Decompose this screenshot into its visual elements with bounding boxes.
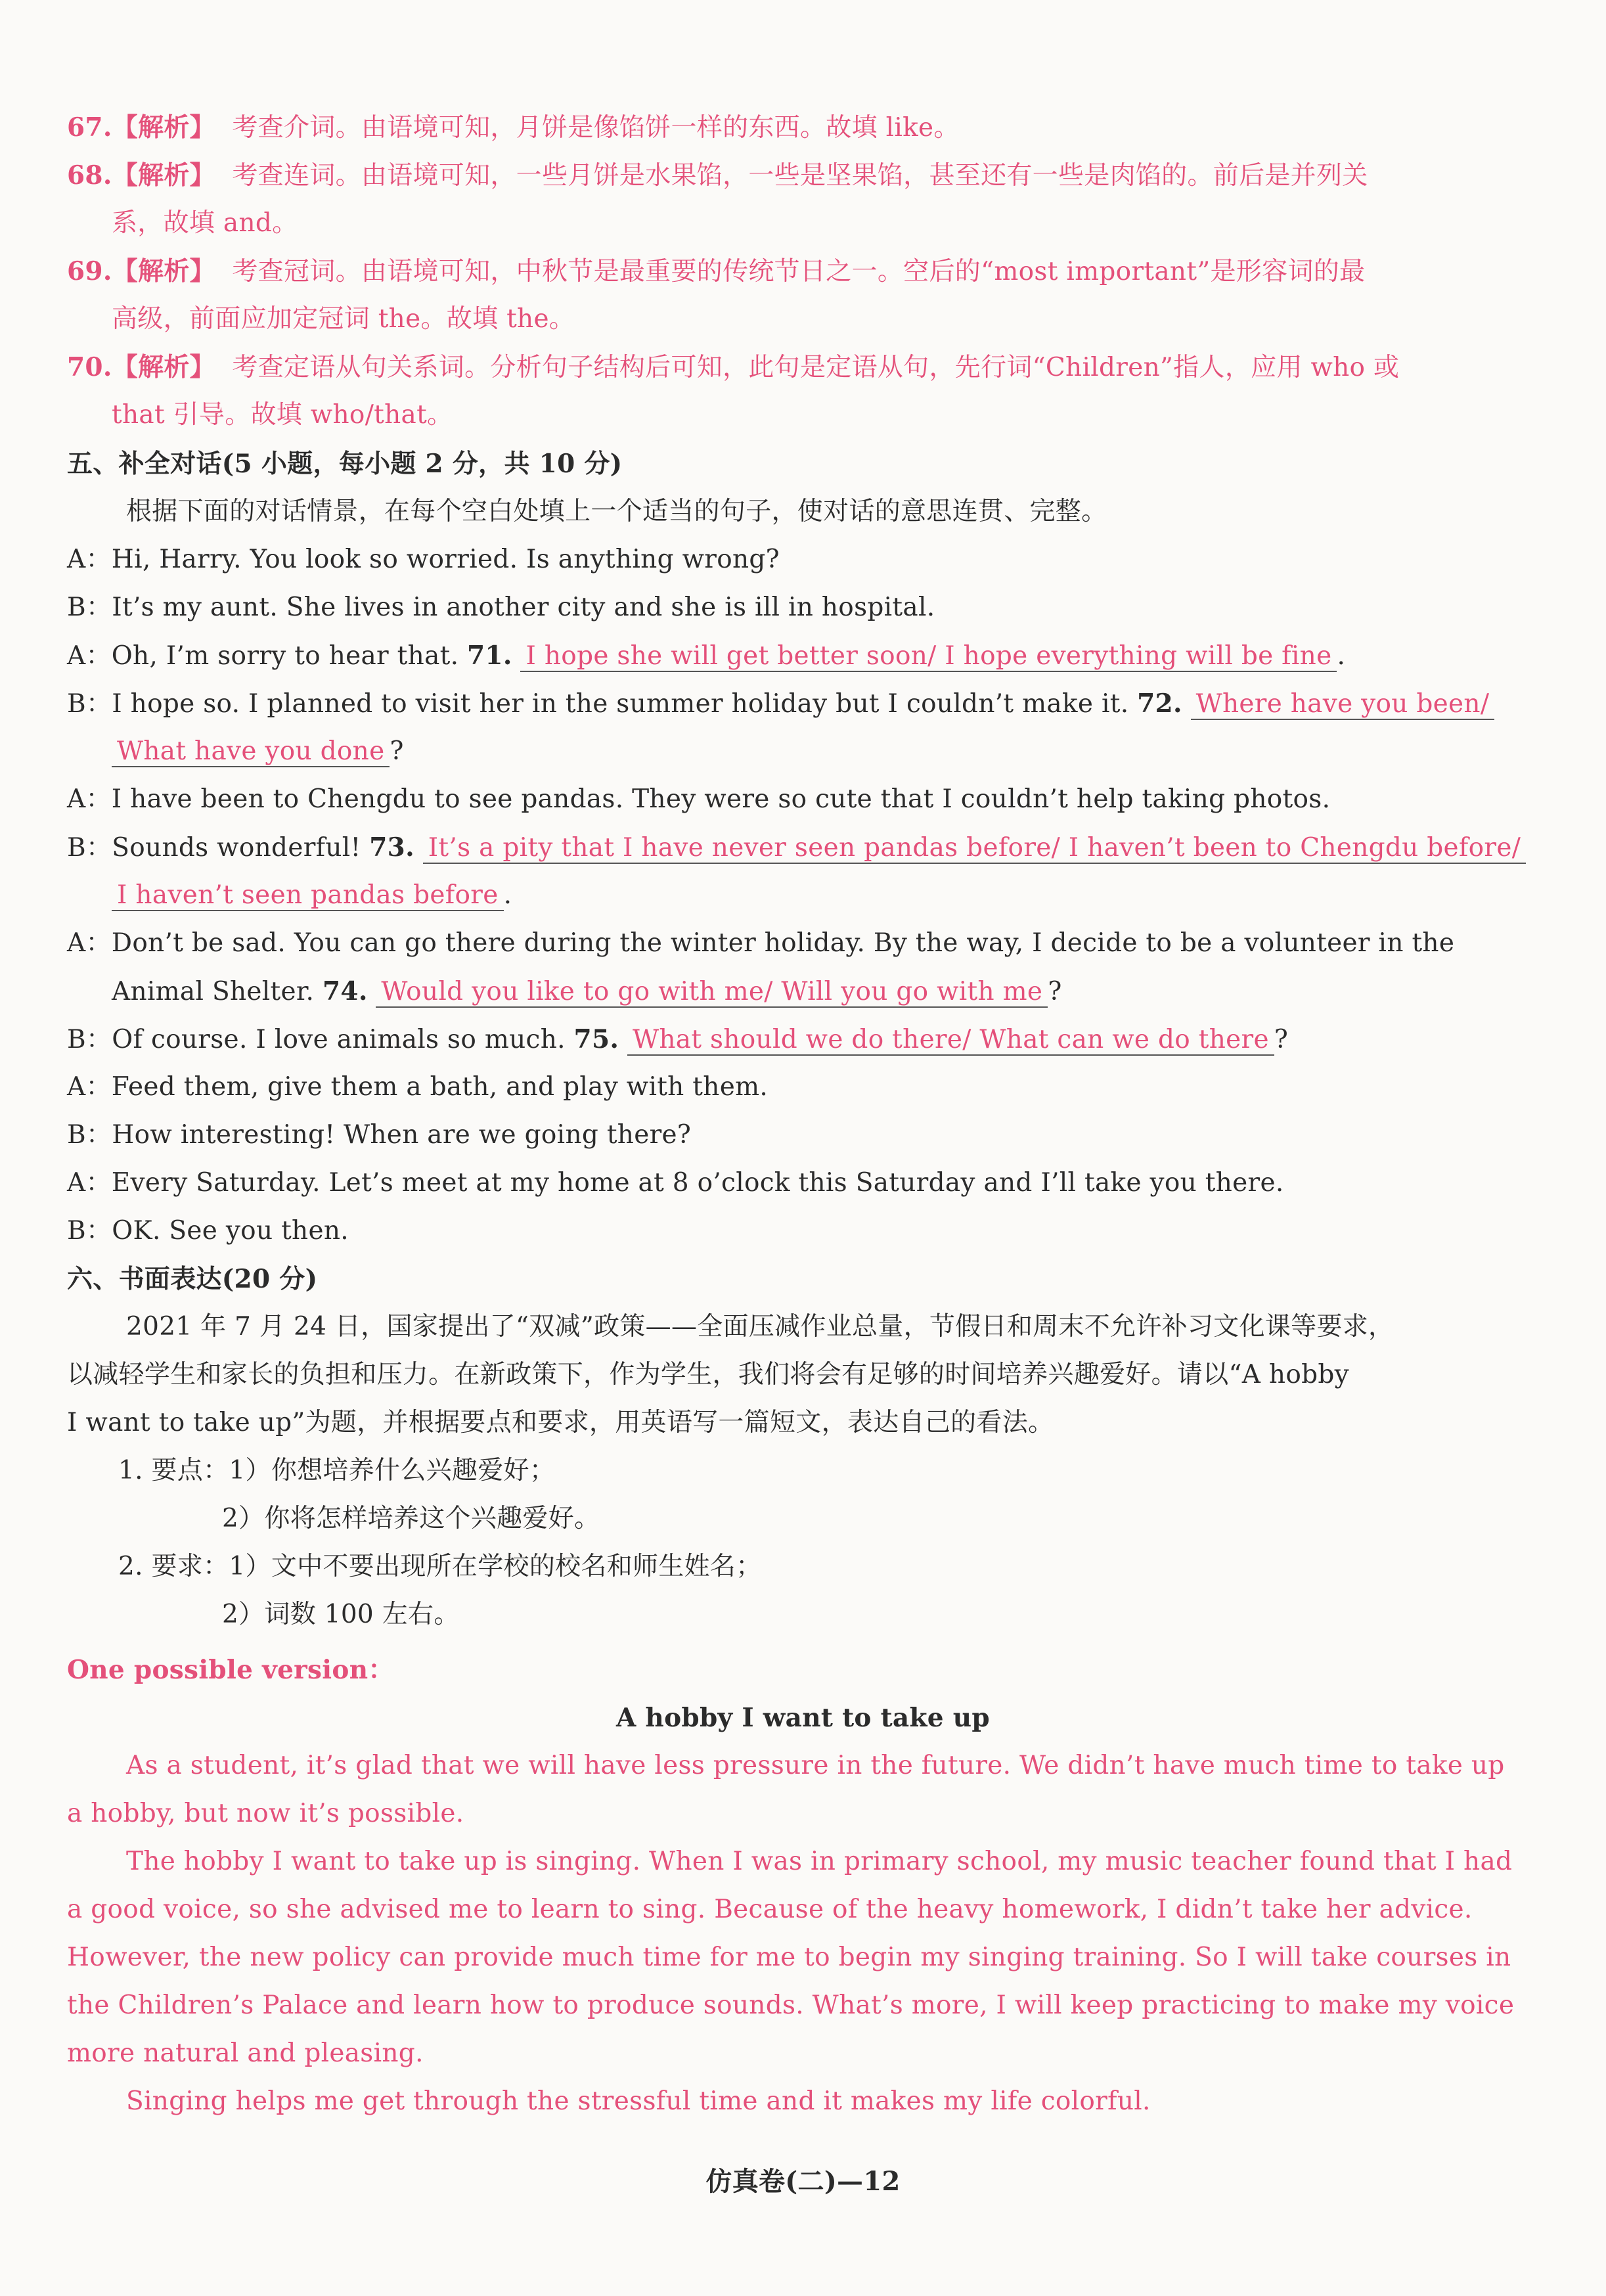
dialog-line-12: B：OK. See you then. — [67, 1216, 349, 1246]
blank-number-73: 73. — [369, 832, 414, 863]
dialog-line-2: B：It’s my aunt. She lives in another city and she is ill in hospital. — [67, 593, 935, 622]
essay-line: the Children’s Palace and learn how to produce sounds. What’s more, I will keep practicing to make my voice — [67, 1991, 1515, 2020]
dialog-line-11: A：Every Saturday. Let’s meet at my home at 8 o’clock this Saturday and I’ll take you there. — [67, 1168, 1284, 1198]
dialog-text: A：Oh, I’m sorry to hear that. — [67, 641, 467, 671]
dialog-punct: ? — [390, 736, 404, 766]
answer-73-part1: It’s a pity that I have never seen pandas before/ I haven’t been to Chengdu before/ — [423, 834, 1526, 864]
dialog-line-3 — [67, 637, 1345, 675]
analysis-text: 考查定语从句关系词。分析句子结构后可知，此句是定语从句，先行词“Children”指人，应用 who 或 — [232, 353, 1400, 382]
requirement-3: 2. 要求：1）文中不要出现所在学校的校名和师生姓名； — [118, 1552, 762, 1581]
analysis-text: 考查冠词。由语境可知，中秋节是最重要的传统节日之一。空后的“most important”是形容词的最 — [232, 257, 1366, 286]
page-footer: 仿真卷(二)—12 — [705, 2166, 901, 2197]
requirement-4: 2）词数 100 左右。 — [222, 1600, 460, 1629]
requirement-1: 1. 要点：1）你想培养什么兴趣爱好； — [118, 1456, 556, 1485]
essay-line: The hobby I want to take up is singing. When I was in primary school, my music teacher found that I had — [126, 1847, 1513, 1876]
dialog-text: B：I hope so. I planned to visit her in the summer holiday but I couldn’t make it. — [67, 689, 1138, 719]
dialog-line-4-cont — [112, 733, 404, 770]
dialog-punct: . — [1337, 641, 1346, 671]
question-number: 70. — [67, 352, 112, 382]
dialog-text: B：Of course. I love animals so much. — [67, 1025, 574, 1054]
dialog-line-7: A：Don’t be sad. You can go there during the winter holiday. By the way, I decide to be a volunteer in the — [67, 928, 1455, 958]
analysis-text: 考查连词。由语境可知，一些月饼是水果馅，一些是坚果馅，甚至还有一些是肉馅的。前后是并列关 — [232, 161, 1368, 191]
blank-number-74: 74. — [322, 976, 368, 1006]
section5-title: 五、补全对话(5 小题，每小题 2 分，共 10 分) — [67, 449, 623, 479]
question-number: 69. — [67, 256, 112, 286]
question-number: 67. — [67, 112, 112, 143]
requirement-2: 2）你将怎样培养这个兴趣爱好。 — [222, 1504, 600, 1533]
blank-number-71: 71. — [467, 641, 512, 671]
essay-line: As a student, it’s glad that we will have less pressure in the future. We didn’t have much time to take up — [126, 1751, 1505, 1780]
analysis-tag: 【解析】 — [112, 256, 215, 286]
question-number: 68. — [67, 160, 112, 191]
analysis-tag: 【解析】 — [112, 160, 215, 191]
analysis-70 — [67, 349, 1399, 386]
version-label: One possible version： — [67, 1655, 394, 1685]
essay-line: However, the new policy can provide much time for me to begin my singing training. So I will take courses in — [67, 1943, 1511, 1972]
dialog-line-5: A：I have been to Chengdu to see pandas. They were so cute that I couldn’t help taking photos. — [67, 784, 1331, 814]
dialog-line-6-cont — [112, 877, 512, 914]
dialog-line-6 — [67, 829, 1526, 867]
essay-line: Singing helps me get through the stressful time and it makes my life colorful. — [126, 2086, 1151, 2116]
answer-73-part2: I haven’t seen pandas before — [112, 881, 504, 911]
analysis-67 — [67, 109, 960, 146]
dialog-text: Animal Shelter. — [112, 977, 323, 1006]
dialog-punct: ? — [1274, 1025, 1289, 1054]
blank-number-75: 75. — [573, 1024, 619, 1054]
dialog-punct: . — [503, 880, 512, 910]
section6-prompt-2: 以减轻学生和家长的负担和压力。在新政策下，作为学生，我们将会有足够的时间培养兴趣爱好。请以“A hobby — [67, 1360, 1349, 1389]
answer-75: What should we do there/ What can we do there — [627, 1025, 1274, 1056]
answer-72-part2: What have you done — [112, 737, 390, 767]
dialog-punct: ? — [1048, 977, 1062, 1006]
analysis-68 — [67, 157, 1368, 194]
dialog-text: B：Sounds wonderful! — [67, 833, 370, 863]
analysis-68-cont: 系，故填 and。 — [112, 208, 298, 238]
section5-instruction: 根据下面的对话情景，在每个空白处填上一个适当的句子，使对话的意思连贯、完整。 — [126, 497, 1107, 526]
analysis-tag: 【解析】 — [112, 112, 215, 143]
essay-line: more natural and pleasing. — [67, 2038, 424, 2068]
essay-line: a good voice, so she advised me to learn to sing. Because of the heavy homework, I didn’t take her advice. — [67, 1895, 1473, 1924]
answer-71: I hope she will get better soon/ I hope everything will be fine — [520, 642, 1337, 672]
dialog-line-10: B：How interesting! When are we going there? — [67, 1120, 692, 1150]
blank-number-72: 72. — [1137, 688, 1182, 719]
section6-prompt-1: 2021 年 7 月 24 日，国家提出了“双减”政策——全面压减作业总量，节假日和周末不允许补习文化课等要求， — [126, 1312, 1394, 1341]
dialog-line-4 — [67, 685, 1494, 723]
analysis-69-cont: 高级，前面应加定冠词 the。故填 the。 — [112, 304, 575, 334]
answer-72-part1: Where have you been/ — [1191, 690, 1495, 720]
dialog-line-8 — [67, 1021, 1288, 1058]
analysis-69 — [67, 253, 1365, 290]
dialog-line-1: A：Hi, Harry. You look so worried. Is anything wrong? — [67, 545, 780, 574]
analysis-tag: 【解析】 — [112, 352, 215, 382]
section6-title: 六、书面表达(20 分) — [67, 1264, 318, 1294]
dialog-line-7-cont — [112, 973, 1062, 1010]
analysis-70-cont: that 引导。故填 who/that。 — [112, 400, 453, 430]
dialog-line-9: A：Feed them, give them a bath, and play with them. — [67, 1072, 769, 1102]
essay-line: a hobby, but now it’s possible. — [67, 1799, 464, 1828]
answer-74: Would you like to go with me/ Will you go with me — [376, 978, 1048, 1008]
analysis-text: 考查介词。由语境可知，月饼是像馅饼一样的东西。故填 like。 — [232, 113, 960, 143]
essay-title: A hobby I want to take up — [615, 1703, 991, 1733]
section6-prompt-3: I want to take up”为题，并根据要点和要求，用英语写一篇短文，表达自己的看法。 — [67, 1408, 1054, 1437]
